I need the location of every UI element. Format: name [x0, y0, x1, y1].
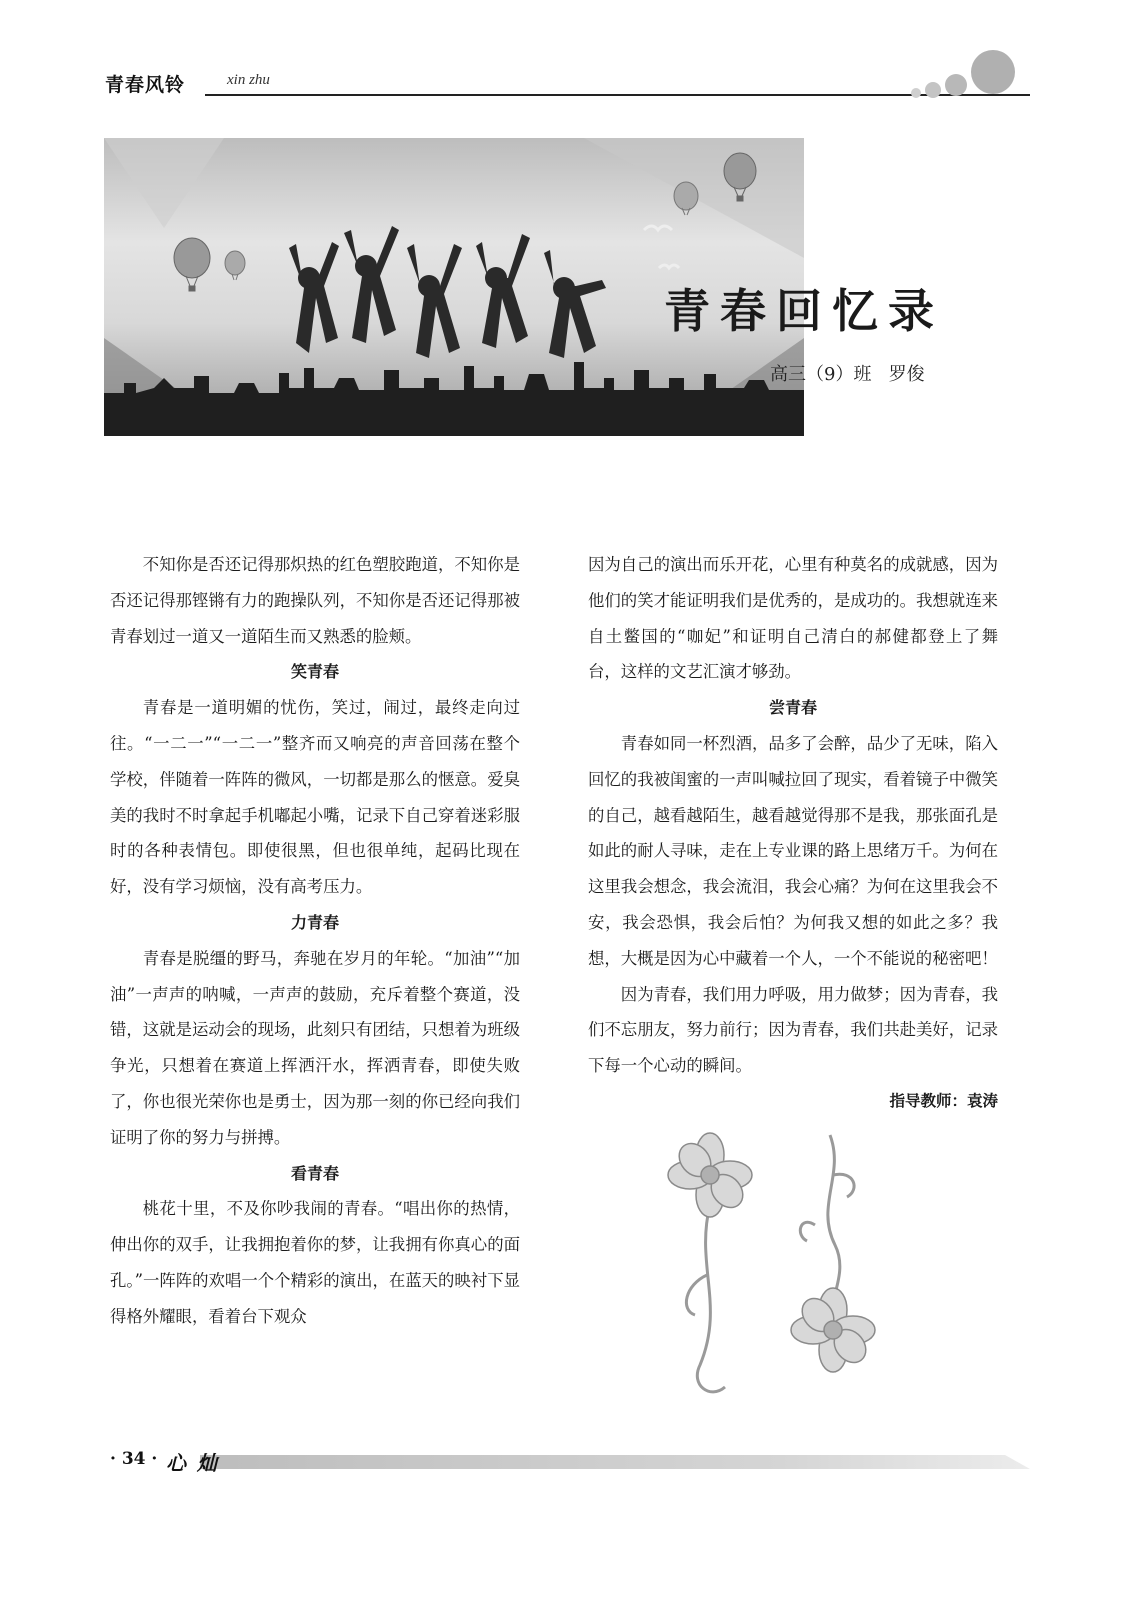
footer-bar — [200, 1455, 1030, 1469]
intro-paragraph: 不知你是否还记得那炽热的红色塑胶跑道，不知你是否还记得那铿锵有力的跑操队列，不知你是否还记得那被青春划过一道又一道陌生而又熟悉的脸颊。 — [110, 555, 520, 646]
bird-icon — [644, 226, 672, 230]
section-heading: 力青春 — [290, 912, 339, 932]
decor-circle-2 — [925, 82, 941, 98]
section-pinyin: xin zhu — [227, 72, 270, 88]
hot-air-balloon-icon — [674, 182, 698, 215]
right-column — [588, 547, 998, 1120]
closing-paragraph: 因为青春，我们用力呼吸，用力做梦；因为青春，我们不忘朋友，努力前行；因为青春，我们共赴美好，记录下每一个心动的瞬间。 — [588, 984, 998, 1076]
body-paragraph: 青春如同一杯烈酒，品多了会醉，品少了无味，陷入回忆的我被闺蜜的一声叫喊拉回了现实，看着镜子中微笑的自己，越看越陌生，越看越觉得那不是我，那张面孔是如此的耐人寻味，走在上专业课的路上思绪万千。为何在这里我会想念，我会流泪，我会心痛？为何在这里我会不安，我会恐惧，我会后怕？为何我又想的如此之多？我想，大概是因为心中藏着一个人，一个不能说的秘密吧！ — [588, 733, 998, 968]
continued-paragraph: 因为自己的演出而乐开花，心里有种莫名的成就感，因为他们的笑才能证明我们是优秀的，是成功的。我想就连来自土鳖国的“咖妃”和证明自己清白的郝健都登上了舞台，这样的文艺汇演才够劲。 — [588, 555, 998, 682]
decor-circle-3 — [945, 74, 967, 96]
body-paragraph: 青春是一道明媚的忧伤，笑过，闹过，最终走向过往。“一二一”“一二一”整齐而又响亮的声音回荡在整个学校，伴随着一阵阵的微风，一切都是那么的惬意。爱臭美的我时不时拿起手机嘟起小嘴，记录下自己穿着迷彩服时的各种表情包。即使很黑，但也很单纯，起码比现在好，没有学习烦恼，没有高考压力。 — [110, 698, 520, 897]
header-rule — [205, 94, 1030, 96]
article-author: 高三（9）班 罗俊 — [770, 364, 925, 385]
magazine-name: 心 灿 — [166, 1451, 219, 1475]
section-heading: 尝青春 — [768, 698, 817, 718]
section-heading: 看青春 — [290, 1163, 339, 1183]
section-name: 青春风铃 — [105, 74, 186, 96]
article-title: 青春回忆录 — [664, 284, 944, 338]
section-heading: 笑青春 — [290, 662, 339, 682]
decor-circle-4 — [971, 50, 1015, 94]
flower-decoration — [655, 1115, 915, 1405]
page-footer — [110, 1447, 1040, 1477]
bird-icon — [659, 265, 679, 268]
page-number: · 34 · — [110, 1449, 158, 1469]
hot-air-balloon-icon — [225, 251, 245, 280]
page-header — [105, 62, 1040, 102]
body-paragraph: 青春是脱缰的野马，奔驰在岁月的年轮。“加油”“加油”一声声的呐喊，一声声的鼓励，充斥着整个赛道，没错，这就是运动会的现场，此刻只有团结，只想着为班级争光，只想着在赛道上挥洒汗水，挥洒青春，即使失败了，你也很光荣你也是勇士，因为那一刻的你已经向我们证明了你的努力与拼搏。 — [110, 948, 520, 1147]
decor-circle-1 — [911, 88, 921, 98]
body-paragraph: 桃花十里，不及你吵我闹的青春。“唱出你的热情，伸出你的双手，让我拥抱着你的梦，让我拥有你真心的面孔。”一阵阵的欢唱一个个精彩的演出，在蓝天的映衬下显得格外耀眼，看着台下观众 — [110, 1199, 520, 1326]
jumping-people-silhouette — [289, 226, 606, 358]
city-skyline — [104, 362, 804, 436]
advisor-credit: 指导教师：袁涛 — [889, 1091, 998, 1110]
hot-air-balloon-icon — [174, 238, 210, 291]
flower-icon — [668, 1133, 752, 1217]
flower-icon — [791, 1288, 875, 1372]
left-column — [110, 547, 520, 1335]
